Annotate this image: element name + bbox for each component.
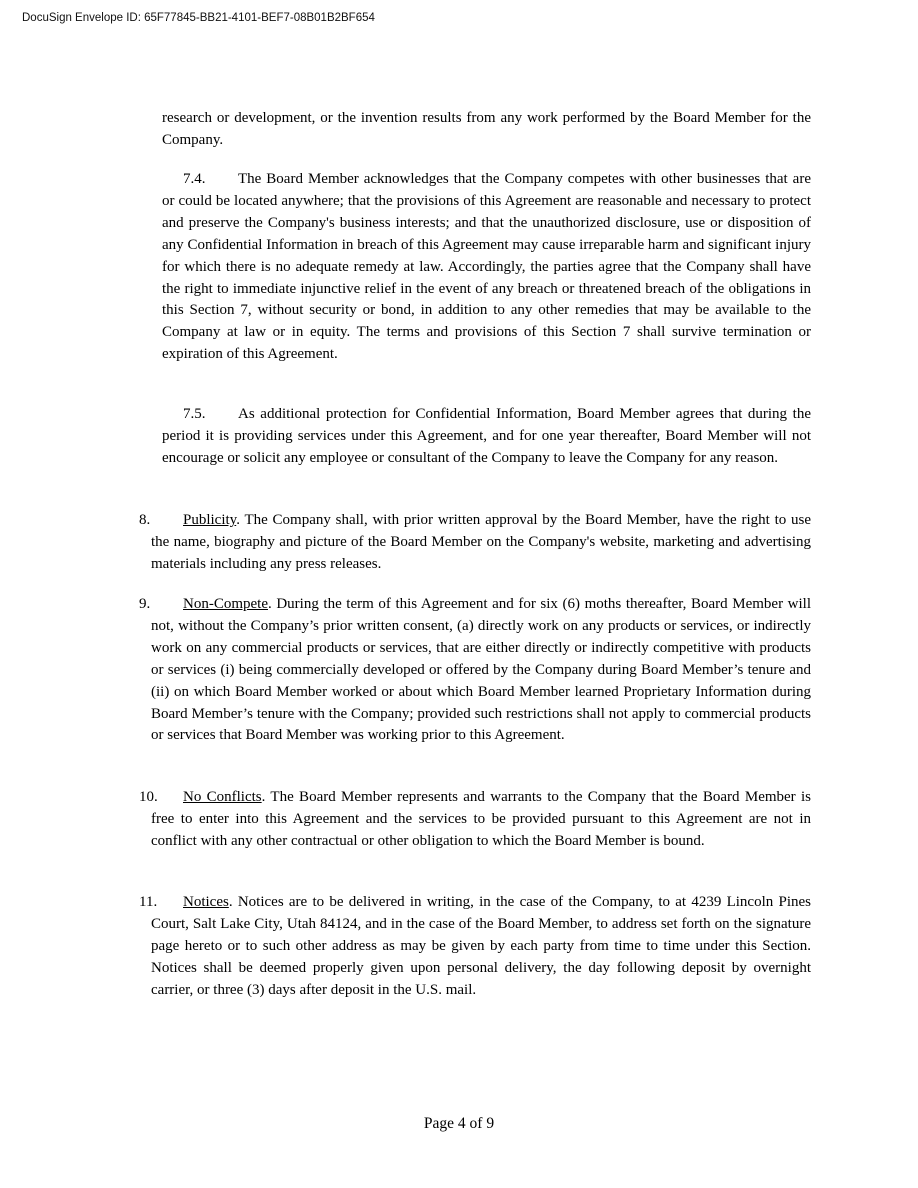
section-text: . Notices are to be delivered in writing, in the case of the Company, to at 4239 Lincoln Pines Court, Salt Lake City, Utah 84124, and in the case of the Board Member, to address set forth on the signature page hereto or to such other address as may be given by each party from time to time under this Section. Notices shall be deemed properly given upon personal delivery, the day following deposit by overnight carrier, or three (3) days after deposit in the U.S. mail. bbox=[151, 894, 811, 998]
section-text: . The Company shall, with prior written approval by the Board Member, have the right to use the name, biography and picture of the Board Member on the Company's website, marketing and advertising materials including any press releases. bbox=[151, 512, 811, 572]
section-number: 9. bbox=[139, 596, 151, 612]
paragraph-text: research or development, or the invention results from any work performed by the Board Member for the Company. bbox=[162, 110, 811, 148]
section-heading: No Conflicts bbox=[183, 789, 262, 805]
section-11-notices bbox=[139, 892, 811, 1002]
section-7-4 bbox=[162, 169, 811, 366]
section-9-non-compete bbox=[139, 594, 811, 747]
section-10-no-conflicts bbox=[139, 787, 811, 853]
section-heading: Notices bbox=[183, 894, 229, 910]
page-number: Page 4 of 9 bbox=[423, 1115, 495, 1132]
section-text: . During the term of this Agreement and for six (6) moths thereafter, Board Member will not, without the Company’s prior written consent, (a) directly work on any products or services, or indirectly work on any commercial products or services, that are either directly or indirectly competitive with products or services (i) being commercially developed or offered by the Company during Board Member’s tenure and (ii) on which Board Member worked or about which Board Member learned Proprietary Information during Board Member’s tenure with the Company; provided such restrictions shall not apply to commercial products or services that Board Member was working prior to this Agreement. bbox=[151, 596, 811, 744]
section-number: 8. bbox=[139, 512, 151, 528]
section-number: 7.5. bbox=[183, 406, 206, 422]
section-number: 10. bbox=[139, 789, 158, 805]
paragraph-continuation bbox=[162, 108, 811, 152]
section-number: 11. bbox=[139, 894, 158, 910]
section-heading: Publicity bbox=[183, 512, 237, 528]
section-number: 7.4. bbox=[183, 171, 206, 187]
section-text: . The Board Member represents and warrants to the Company that the Board Member is free to enter into this Agreement and the services to be provided pursuant to this Agreement are not in conflict with any other contractual or other obligation to which the Board Member is bound. bbox=[151, 789, 811, 849]
section-8-publicity bbox=[139, 510, 811, 576]
section-text: The Board Member acknowledges that the Company competes with other businesses that are or could be located anywhere; that the provisions of this Agreement are reasonable and necessary to protect and preserve the Company's business interests; and that the unauthorized disclosure, use or disposition of any Confidential Information in breach of this Agreement may cause irreparable harm and significant injury for which there is no adequate remedy at law. Accordingly, the parties agree that the Company shall have the right to immediate injunctive relief in the event of any breach or threatened breach of the obligations in this Section 7, without security or bond, in addition to any other remedies that may be available to the Company at law or in equity. The terms and provisions of this Section 7 shall survive termination or expiration of this Agreement. bbox=[162, 171, 811, 363]
section-heading: Non-Compete bbox=[183, 596, 268, 612]
section-7-5 bbox=[162, 404, 811, 470]
section-text: As additional protection for Confidential Information, Board Member agrees that during the period it is providing services under this Agreement, and for one year thereafter, Board Member will not encourage or solicit any employee or consultant of the Company to leave the Company for any reason. bbox=[162, 406, 811, 466]
docusign-envelope-id: DocuSign Envelope ID: 65F77845-BB21-4101-BEF7-08B01B2BF654 bbox=[22, 12, 375, 24]
